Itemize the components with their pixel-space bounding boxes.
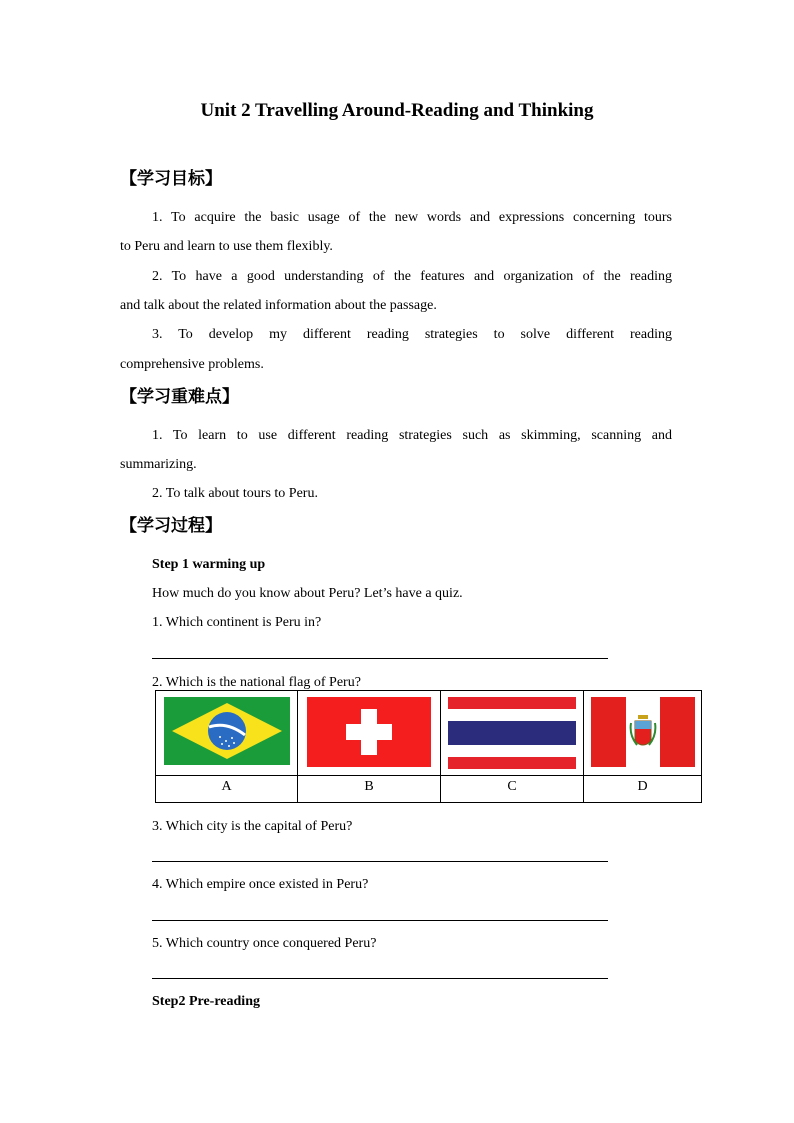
brazil-flag-icon — [164, 697, 290, 765]
step-1-heading: Step 1 warming up — [152, 557, 266, 572]
objective-3-line-2: comprehensive problems. — [120, 357, 264, 372]
objective-2-line-1: 2. To have a good understanding of the features and organization of the reading — [152, 269, 672, 284]
objective-2-line-2: and talk about the related information about the passage. — [120, 298, 437, 313]
switzerland-flag-icon — [307, 697, 431, 767]
flag-label-b: B — [298, 776, 441, 803]
objective-3-line-1: 3. To develop my different reading strategies to solve different reading — [152, 327, 672, 342]
answer-line-3[interactable] — [152, 861, 608, 862]
peru-flag-icon — [591, 697, 695, 767]
step-2-heading: Step2 Pre-reading — [152, 994, 260, 1009]
answer-line-4[interactable] — [152, 920, 608, 921]
key-point-1-line-1: 1. To learn to use different reading strategies such as skimming, scanning and — [152, 428, 672, 443]
flag-label-a: A — [156, 776, 298, 803]
objective-1-line-1: 1. To acquire the basic usage of the new words and expressions concerning tours — [152, 210, 672, 225]
section-heading-process: 【学习过程】 — [120, 516, 222, 536]
page-title: Unit 2 Travelling Around-Reading and Thinking — [200, 100, 594, 121]
answer-line-1[interactable] — [152, 658, 608, 659]
quiz-intro: How much do you know about Peru? Let’s have a quiz. — [152, 586, 463, 601]
question-1: 1. Which continent is Peru in? — [152, 615, 322, 630]
flag-cell-d[interactable] — [584, 691, 702, 776]
key-point-2: 2. To talk about tours to Peru. — [152, 486, 318, 501]
objective-1-line-2: to Peru and learn to use them flexibly. — [120, 239, 333, 254]
key-point-1-line-2: summarizing. — [120, 457, 197, 472]
section-heading-key-points: 【学习重难点】 — [120, 387, 239, 407]
flag-cell-b[interactable] — [298, 691, 441, 776]
question-3: 3. Which city is the capital of Peru? — [152, 819, 353, 834]
question-2: 2. Which is the national flag of Peru? — [152, 675, 361, 690]
answer-line-5[interactable] — [152, 978, 608, 979]
flag-cell-a[interactable] — [156, 691, 298, 776]
question-4: 4. Which empire once existed in Peru? — [152, 877, 369, 892]
section-heading-objectives: 【学习目标】 — [120, 169, 222, 189]
flag-label-d: D — [584, 776, 702, 803]
flag-options-table — [155, 690, 702, 803]
flag-cell-c[interactable] — [441, 691, 584, 776]
flag-label-c: C — [441, 776, 584, 803]
thailand-flag-icon — [448, 697, 576, 769]
question-5: 5. Which country once conquered Peru? — [152, 936, 377, 951]
